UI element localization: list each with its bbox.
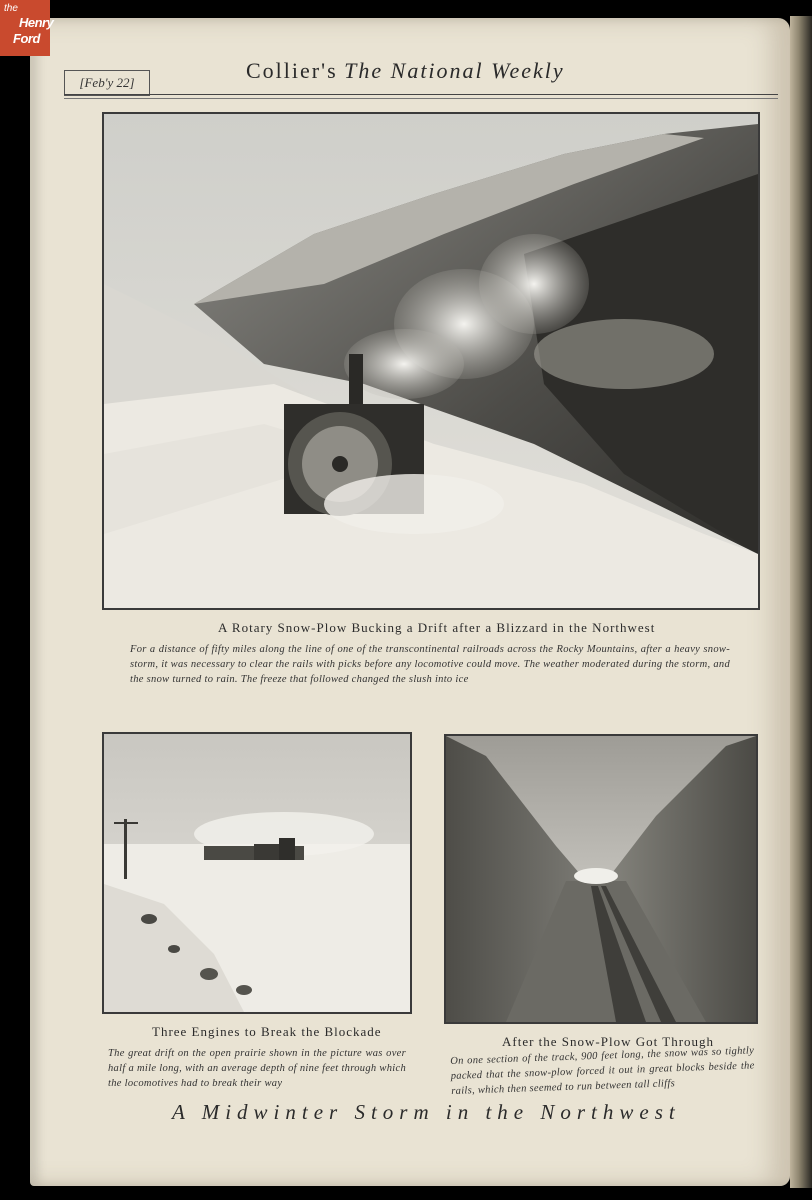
logo-text-the: the — [4, 3, 18, 14]
after-snow-plow-photo — [444, 734, 758, 1024]
bottom-left-caption-title: Three Engines to Break the Blockade — [152, 1024, 382, 1039]
publication-name: Collier's — [246, 58, 338, 83]
page-headline: A Midwinter Storm in the Northwest — [172, 1100, 681, 1124]
book-spine — [790, 16, 812, 1188]
henry-ford-logo — [0, 0, 54, 56]
header-rule-secondary — [64, 98, 778, 99]
rotary-snow-plow-photo — [102, 112, 760, 610]
bottom-right-caption-body: On one section of the track, 900 feet long, the snow was so tightly packed that the snow-plow forced it out in great blocks beside the rails, which then seemed to run between tall cliffs — [450, 1045, 755, 1097]
snow-cliffs-illustration — [446, 736, 756, 1022]
logo-text-ford: Ford — [13, 31, 40, 46]
three-engines-photo — [102, 732, 412, 1014]
masthead — [246, 58, 616, 84]
top-photo-caption-title: A Rotary Snow-Plow Bucking a Drift after a Blizzard in the Northwest — [218, 620, 656, 635]
issue-date: [Feb'y 22] — [64, 70, 150, 96]
logo-text-henry: Henry — [19, 15, 54, 30]
top-photo-caption-body: For a distance of fifty miles along the line of one of the transcontinental railroads across the Rocky Mountains, after a heavy snow-storm, it was necessary to clear the rails with picks before any locomotive could move. The weather moderated during the storm, and the snow turned to rain. The freeze that followed changed the slush into ice — [130, 644, 730, 685]
header-rule — [64, 94, 778, 95]
bottom-right-caption-title: After the Snow-Plow Got Through — [502, 1034, 715, 1049]
rotary-snow-plow-illustration — [104, 114, 758, 608]
bottom-left-caption-body: The great drift on the open prairie shown in the picture was over half a mile long, with an average depth of nine feet through which the locomotives had to break their way — [108, 1048, 406, 1089]
publication-subtitle: The National Weekly — [344, 58, 565, 83]
three-engines-illustration — [104, 734, 410, 1012]
